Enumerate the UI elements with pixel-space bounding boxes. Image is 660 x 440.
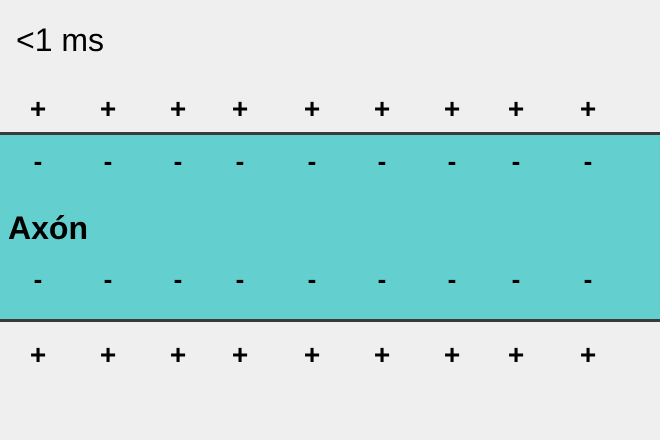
negative-charge: - bbox=[33, 146, 43, 176]
negative-charge: - bbox=[447, 264, 457, 294]
negative-charge: - bbox=[511, 146, 521, 176]
positive-charge: + bbox=[99, 93, 117, 124]
negative-charge: - bbox=[307, 264, 317, 294]
time-label: <1 ms bbox=[16, 22, 105, 58]
positive-charge: + bbox=[231, 93, 249, 124]
positive-charge: + bbox=[29, 93, 47, 124]
positive-charge: + bbox=[373, 339, 391, 370]
negative-charge: - bbox=[235, 264, 245, 294]
positive-charge: + bbox=[169, 339, 187, 370]
positive-charge: + bbox=[29, 339, 47, 370]
negative-charge: - bbox=[33, 264, 43, 294]
positive-charge: + bbox=[443, 93, 461, 124]
positive-charge: + bbox=[373, 93, 391, 124]
negative-charge: - bbox=[103, 146, 113, 176]
positive-charge: + bbox=[231, 339, 249, 370]
negative-charge: - bbox=[103, 264, 113, 294]
top-inside-charges bbox=[0, 146, 660, 176]
negative-charge: - bbox=[173, 146, 183, 176]
bottom-outside-charges bbox=[0, 340, 660, 370]
positive-charge: + bbox=[99, 339, 117, 370]
positive-charge: + bbox=[169, 93, 187, 124]
positive-charge: + bbox=[443, 339, 461, 370]
negative-charge: - bbox=[173, 264, 183, 294]
axon-label: Axón bbox=[8, 210, 88, 246]
positive-charge: + bbox=[579, 339, 597, 370]
positive-charge: + bbox=[303, 339, 321, 370]
negative-charge: - bbox=[583, 146, 593, 176]
negative-charge: - bbox=[307, 146, 317, 176]
negative-charge: - bbox=[377, 146, 387, 176]
negative-charge: - bbox=[447, 146, 457, 176]
top-outside-charges bbox=[0, 94, 660, 124]
positive-charge: + bbox=[507, 93, 525, 124]
bottom-inside-charges bbox=[0, 264, 660, 294]
negative-charge: - bbox=[511, 264, 521, 294]
negative-charge: - bbox=[377, 264, 387, 294]
positive-charge: + bbox=[507, 339, 525, 370]
positive-charge: + bbox=[303, 93, 321, 124]
negative-charge: - bbox=[235, 146, 245, 176]
positive-charge: + bbox=[579, 93, 597, 124]
negative-charge: - bbox=[583, 264, 593, 294]
